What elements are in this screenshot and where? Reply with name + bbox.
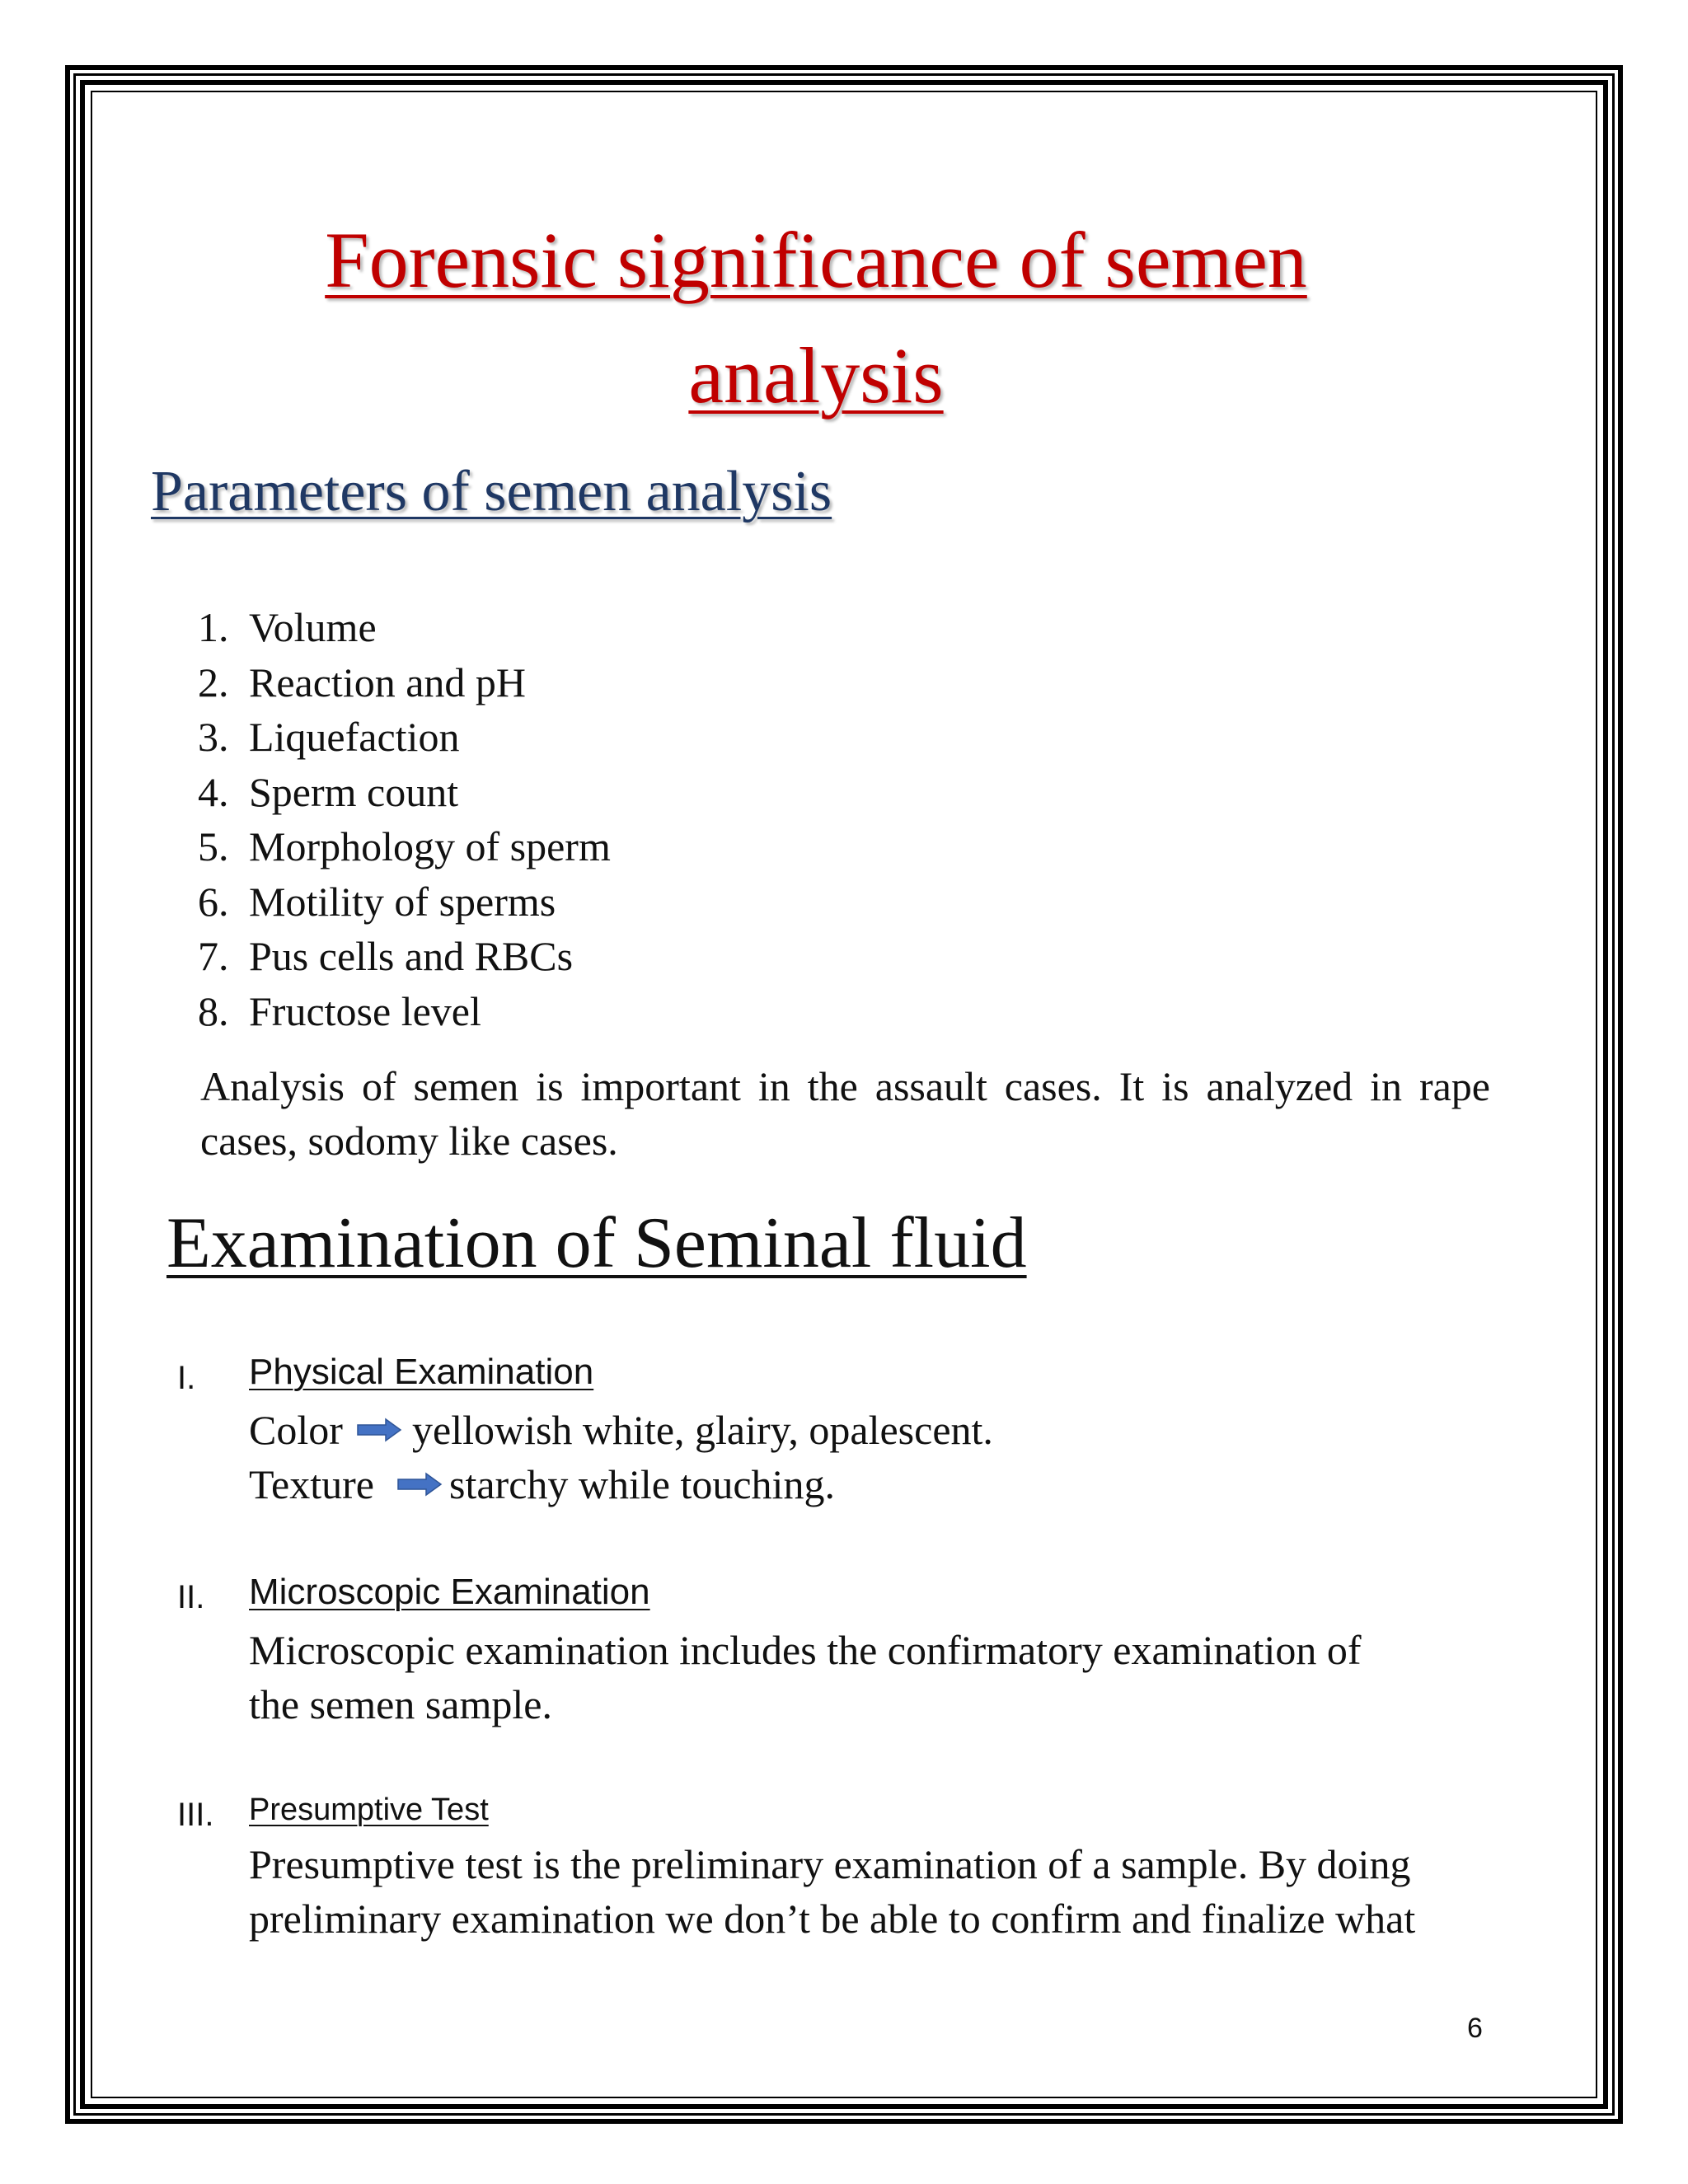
numeral-microscopic: II.: [177, 1579, 205, 1615]
numeral-physical: I.: [177, 1360, 196, 1396]
arrow-right-icon: [396, 1472, 443, 1497]
color-label: Color: [249, 1407, 343, 1453]
parameters-list: [198, 600, 611, 1038]
presumptive-line-1: Presumptive test is the preliminary examination of a sample. By doing: [249, 1841, 1411, 1887]
page-title-line-1: Forensic significance of semen: [325, 216, 1307, 304]
list-item: 4. Sperm count: [198, 768, 459, 815]
list-item: 8. Fructose level: [198, 987, 481, 1034]
microscopic-examination-heading: Microscopic Examination: [249, 1572, 650, 1612]
list-item: 7. Pus cells and RBCs: [198, 933, 574, 979]
texture-label: Texture: [249, 1461, 374, 1507]
list-item: 3. Liquefaction: [198, 714, 460, 760]
page-title-line-2: analysis: [688, 331, 944, 419]
microscopic-line-1: Microscopic examination includes the confirmatory examination of: [249, 1627, 1362, 1673]
numeral-presumptive: III.: [177, 1797, 214, 1833]
presumptive-line-2: preliminary examination we don’t be able to confirm and finalize what: [249, 1896, 1416, 1942]
list-item: 6. Motility of sperms: [198, 878, 556, 925]
analysis-paragraph: Analysis of semen is important in the assault cases. It is analyzed in rape cases, sodomy like cases.: [200, 1063, 1490, 1164]
microscopic-line-2: the semen sample.: [249, 1681, 552, 1727]
page-number: 6: [1467, 2013, 1483, 2044]
list-item: 2. Reaction and pH: [198, 658, 527, 705]
list-item: 5. Morphology of sperm: [198, 823, 611, 869]
section-heading: Examination of Seminal fluid: [166, 1203, 1027, 1283]
presumptive-test-heading: Presumptive Test: [249, 1793, 489, 1827]
color-value: yellowish white, glairy, opalescent.: [412, 1407, 993, 1453]
parameters-heading: Parameters of semen analysis: [151, 460, 832, 523]
texture-value: starchy while touching.: [449, 1461, 835, 1507]
arrow-right-icon: [356, 1418, 402, 1442]
list-item: 1. Volume: [198, 604, 377, 650]
physical-examination-heading: Physical Examination: [249, 1352, 594, 1392]
